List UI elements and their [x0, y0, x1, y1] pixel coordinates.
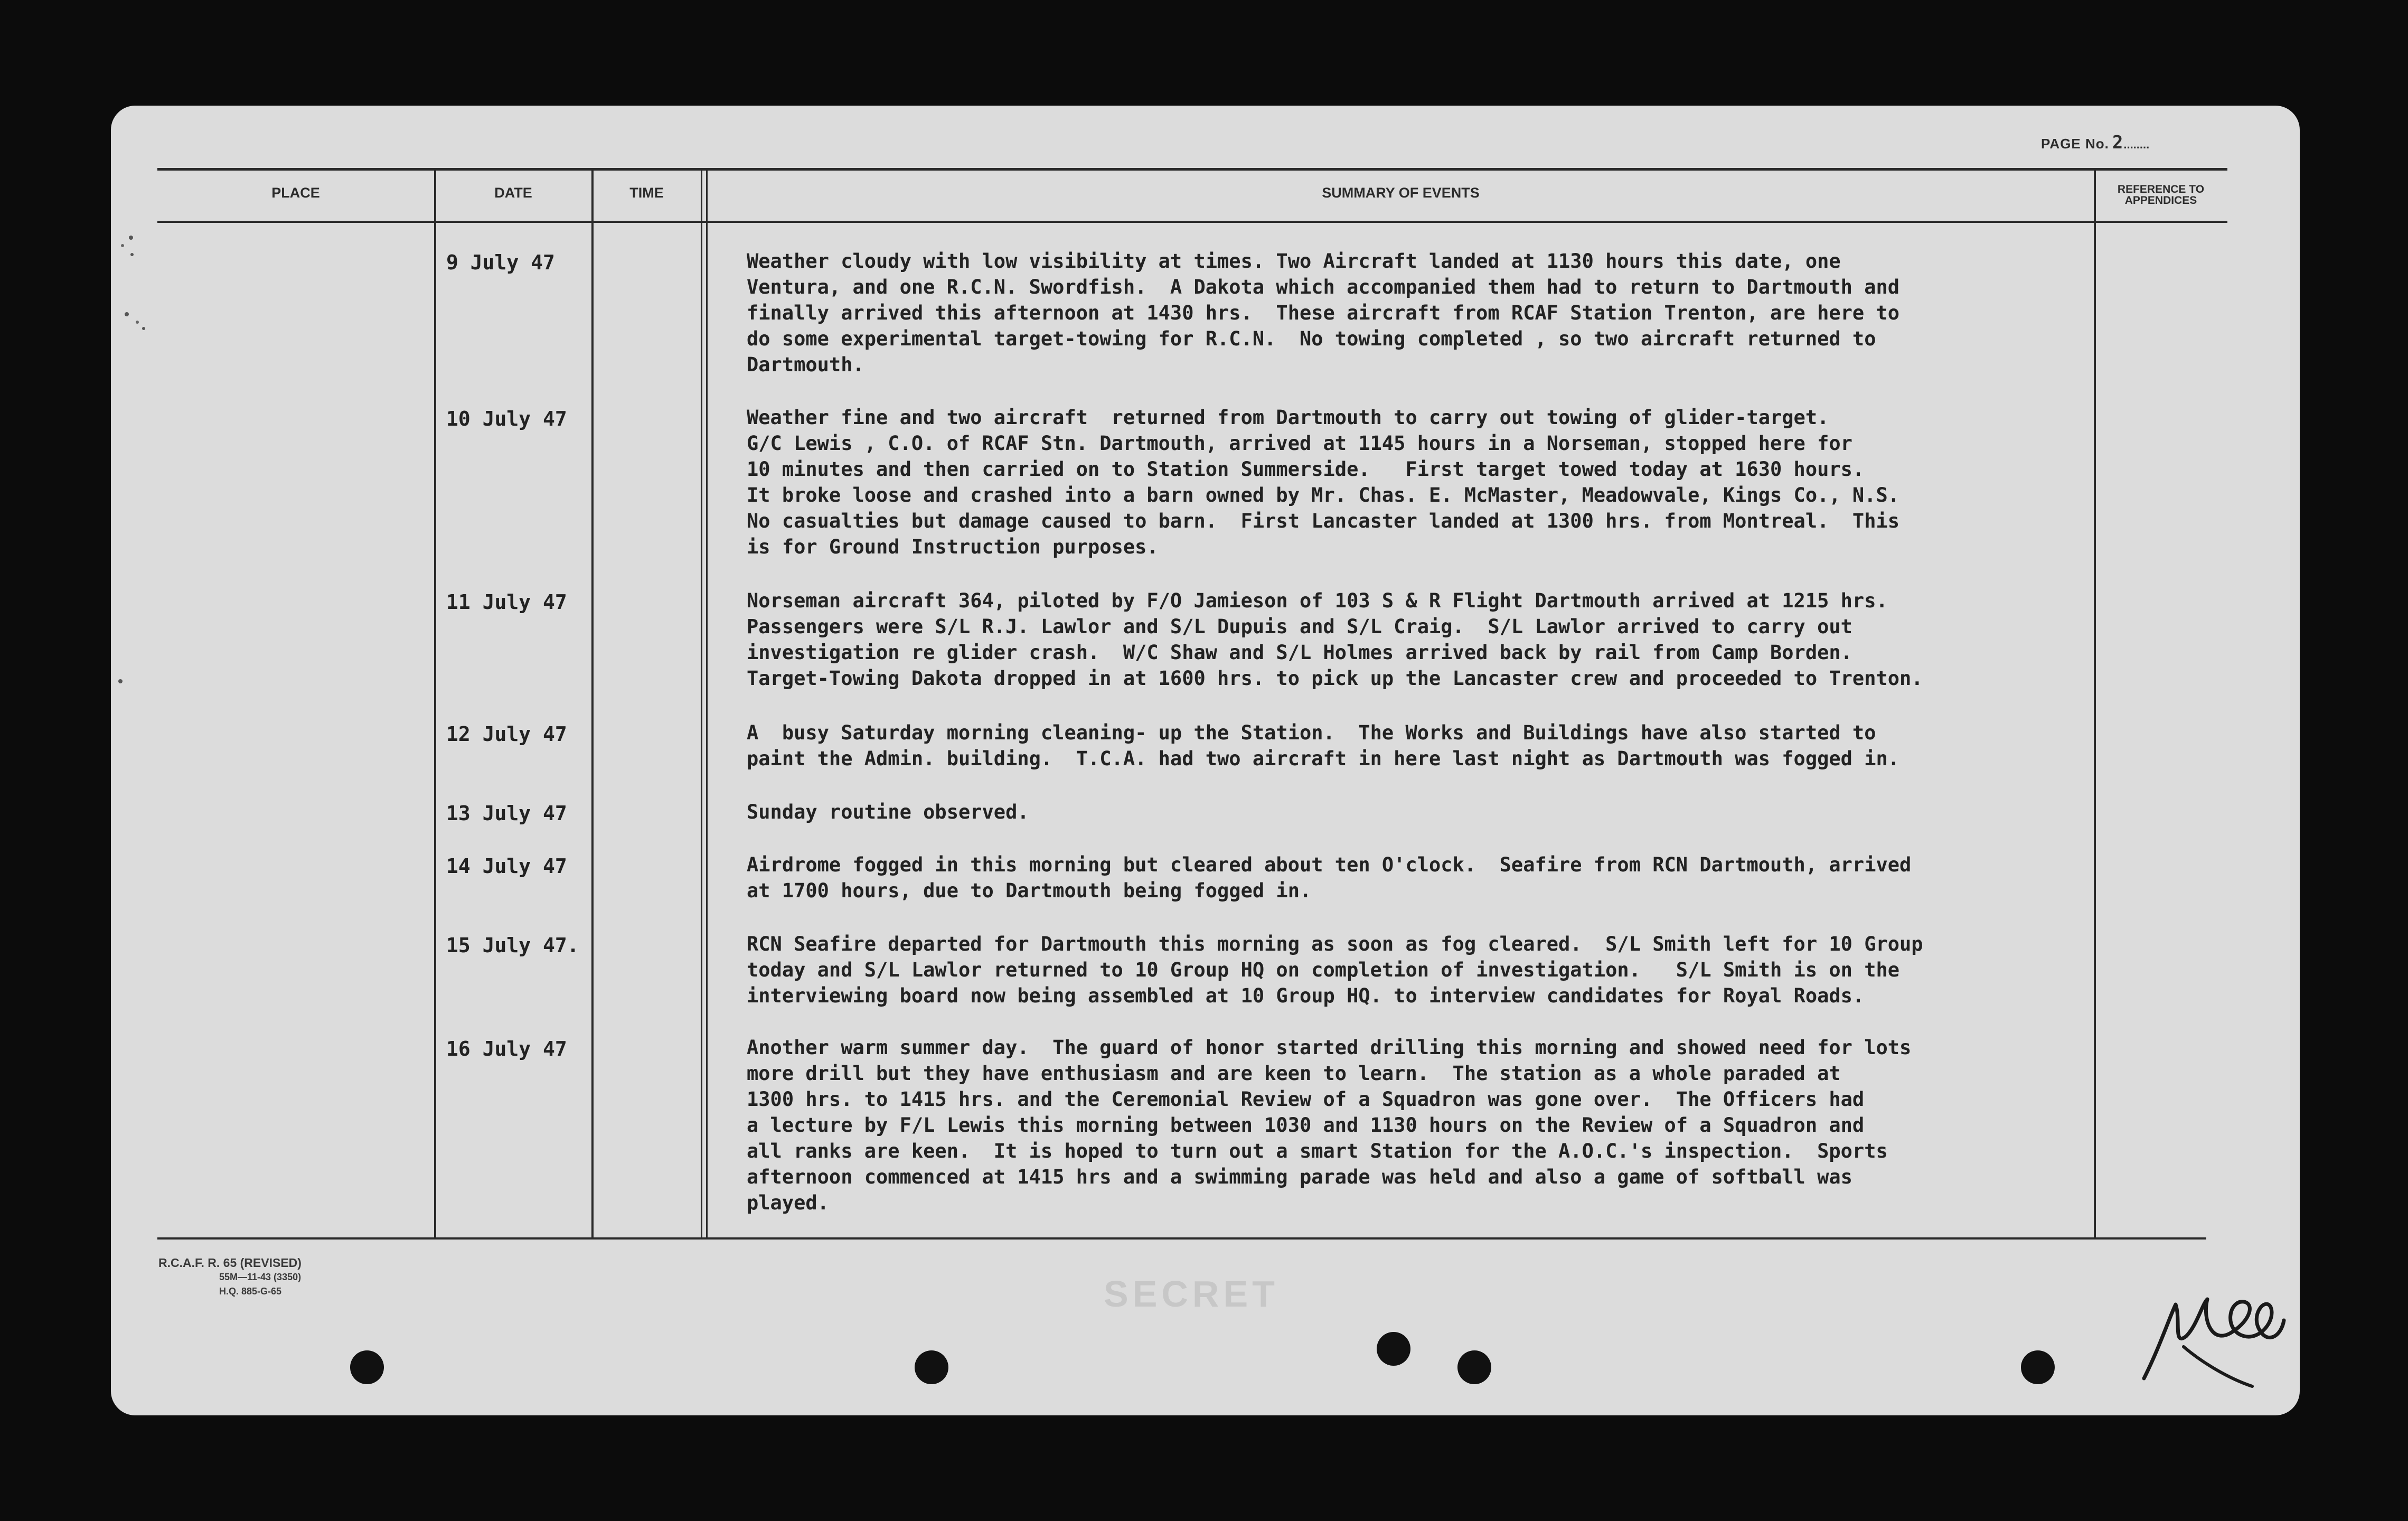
column-divider-date-time — [591, 169, 594, 1238]
header-bottom-rule — [157, 221, 2227, 223]
summary-line: Norseman aircraft 364, piloted by F/O Jamieson of 103 S & R Flight Dartmouth arrived at 1215 hrs. — [747, 589, 1888, 612]
entry-date: 14 July 47 — [446, 855, 567, 878]
summary-line: 10 minutes and then carried on to Station Summerside. First target towed today at 1630 hours. — [747, 458, 1865, 481]
binder-hole — [915, 1350, 948, 1384]
entry-summary — [747, 588, 2099, 691]
entry-summary — [747, 799, 2099, 825]
entry-date: 16 July 47 — [446, 1037, 567, 1060]
summary-line: Target-Towing Dakota dropped in at 1600 hrs. to pick up the Lancaster crew and proceeded to Trenton. — [747, 667, 1923, 690]
summary-line: RCN Seafire departed for Dartmouth this morning as soon as fog cleared. S/L Smith left for 10 Group — [747, 933, 1923, 955]
summary-line: Another warm summer day. The guard of honor started drilling this morning and showed need for lots — [747, 1036, 1912, 1059]
form-number: R.C.A.F. R. 65 (REVISED) — [158, 1256, 302, 1270]
summary-line: all ranks are keen. It is hoped to turn out a smart Station for the A.O.C.'s inspection. Sports — [747, 1140, 1888, 1162]
entry-date: 12 July 47 — [446, 722, 567, 746]
summary-line: played. — [747, 1191, 829, 1214]
entry-date: 15 July 47. — [446, 934, 579, 957]
summary-line: today and S/L Lawlor returned to 10 Group HQ on completion of investigation. S/L Smith is on the — [747, 959, 1900, 981]
summary-line: is for Ground Instruction purposes. — [747, 536, 1159, 558]
entry-summary — [747, 931, 2099, 1009]
entry-summary — [747, 1035, 2099, 1216]
entry-date: 13 July 47 — [446, 802, 567, 825]
column-divider-time-summary-a — [701, 169, 702, 1238]
binder-hole — [1377, 1332, 1410, 1366]
summary-line: It broke loose and crashed into a barn owned by Mr. Chas. E. McMaster, Meadowvale, Kings Co., N.S. — [747, 484, 1900, 506]
summary-line: No casualties but damage caused to barn. First Lancaster landed at 1300 hrs. from Montreal. This — [747, 510, 1900, 532]
summary-line: Weather fine and two aircraft returned from Dartmouth to carry out towing of glider-target. — [747, 406, 1829, 429]
summary-line: interviewing board now being assembled at 10 Group HQ. to interview candidates for Royal Roads. — [747, 984, 1865, 1007]
entry-summary — [747, 405, 2099, 560]
entry-summary — [747, 248, 2099, 378]
column-divider-time-summary-b — [706, 169, 708, 1238]
summary-line: Ventura, and one R.C.N. Swordfish. A Dakota which accompanied them had to return to Dartmouth and — [747, 276, 1900, 298]
column-divider-place-date — [434, 169, 436, 1238]
entry-date: 9 July 47 — [446, 251, 555, 274]
summary-line: Dartmouth. — [747, 353, 864, 376]
faded-stamp: SECRET — [1104, 1273, 1279, 1315]
page-number-fill: ........ — [2123, 138, 2150, 151]
form-print-run: 55M—11-43 (3350) — [219, 1272, 302, 1282]
page-number-value: 2 — [2112, 132, 2124, 153]
page-number-label: PAGE No. — [2041, 136, 2109, 152]
binder-hole — [2021, 1350, 2055, 1384]
summary-line: finally arrived this afternoon at 1430 hrs. These aircraft from RCAF Station Trenton, are here to — [747, 302, 1900, 324]
margin-specks — [111, 106, 217, 739]
header-summary: SUMMARY OF EVENTS — [1322, 185, 1480, 201]
record-sheet — [111, 106, 2300, 1415]
header-top-rule — [157, 168, 2227, 171]
binder-hole — [1457, 1350, 1491, 1384]
header-date: DATE — [494, 185, 532, 201]
entry-date: 11 July 47 — [446, 590, 567, 614]
summary-line: a lecture by F/L Lewis this morning between 1030 and 1130 hours on the Review of a Squadron and — [747, 1114, 1865, 1137]
summary-line: A busy Saturday morning cleaning- up the Station. The Works and Buildings have also started to — [747, 721, 1876, 744]
entry-date: 10 July 47 — [446, 407, 567, 430]
header-place: PLACE — [271, 185, 320, 201]
summary-line: Airdrome fogged in this morning but cleared about ten O'clock. Seafire from RCN Dartmouth, arrived — [747, 853, 1912, 876]
header-reference: REFERENCE TO APPENDICES — [2117, 183, 2205, 206]
entry-summary — [747, 720, 2099, 772]
summary-line: do some experimental target-towing for R.C.N. No towing completed , so two aircraft returned to — [747, 327, 1876, 350]
summary-line: Passengers were S/L R.J. Lawlor and S/L Dupuis and S/L Craig. S/L Lawlor arrived to carry out — [747, 615, 1852, 638]
form-hq-file: H.Q. 885-G-65 — [219, 1286, 282, 1297]
entry-summary — [747, 852, 2099, 904]
summary-line: investigation re glider crash. W/C Shaw and S/L Holmes arrived back by rail from Camp Borden. — [747, 641, 1852, 664]
summary-line: Sunday routine observed. — [747, 801, 1029, 823]
summary-line: G/C Lewis , C.O. of RCAF Stn. Dartmouth, arrived at 1145 hours in a Norseman, stopped here for — [747, 432, 1852, 455]
binder-hole — [350, 1350, 384, 1384]
summary-line: afternoon commenced at 1415 hrs and a swimming parade was held and also a game of softball was — [747, 1166, 1852, 1188]
summary-line: at 1700 hours, due to Dartmouth being fogged in. — [747, 879, 1312, 902]
table-bottom-rule — [157, 1237, 2206, 1240]
summary-line: 1300 hrs. to 1415 hrs. and the Ceremonial Review of a Squadron was gone over. The Officers had — [747, 1088, 1865, 1111]
header-time: TIME — [629, 185, 664, 201]
page-number — [2041, 132, 2149, 153]
summary-line: paint the Admin. building. T.C.A. had two aircraft in here last night as Dartmouth was fogged in. — [747, 747, 1900, 770]
handwritten-signature — [2123, 1257, 2292, 1394]
summary-line: Weather cloudy with low visibility at times. Two Aircraft landed at 1130 hours this date, one — [747, 250, 1841, 273]
summary-line: more drill but they have enthusiasm and are keen to learn. The station as a whole paraded at — [747, 1062, 1841, 1085]
form-identifier — [158, 1256, 302, 1299]
